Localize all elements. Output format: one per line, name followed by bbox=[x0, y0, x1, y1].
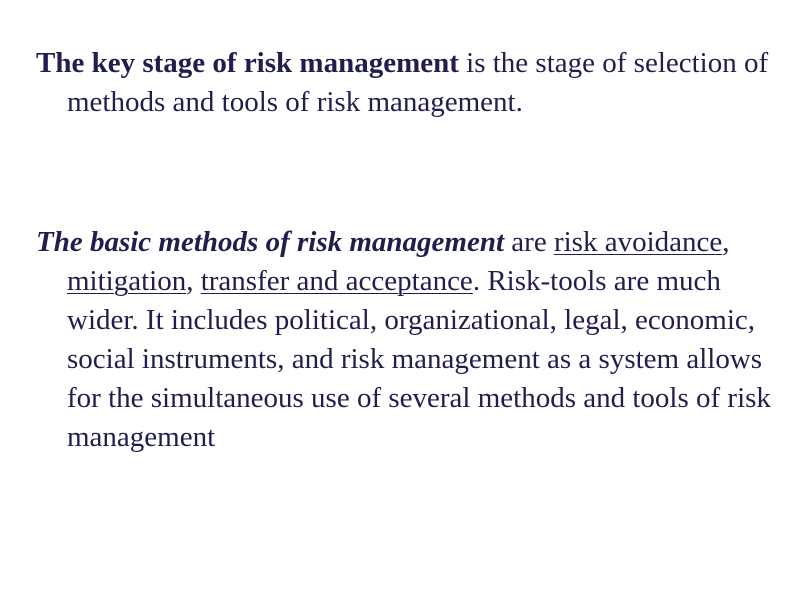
risk-tools-text: . Risk-tools are much wider. It includes political, organizational, legal, economic, social instruments, and risk management as a system allows for the simultaneous use of several methods and tools of risk management bbox=[67, 265, 771, 453]
text-are: are bbox=[504, 226, 554, 258]
paragraph-key-stage bbox=[36, 44, 787, 122]
method-risk-avoidance: risk avoidance bbox=[553, 226, 723, 258]
method-transfer-acceptance: transfer and acceptance bbox=[200, 265, 473, 297]
separator-1: , bbox=[722, 226, 730, 258]
method-mitigation: mitigation bbox=[67, 265, 187, 297]
paragraph-basic-methods bbox=[36, 223, 787, 457]
separator-2: , bbox=[186, 265, 201, 297]
key-stage-heading: The key stage of risk management bbox=[36, 47, 459, 79]
basic-methods-heading: The basic methods of risk management bbox=[36, 226, 505, 258]
key-stage-text: is the stage of selection of methods and tools of risk management. bbox=[67, 47, 769, 118]
